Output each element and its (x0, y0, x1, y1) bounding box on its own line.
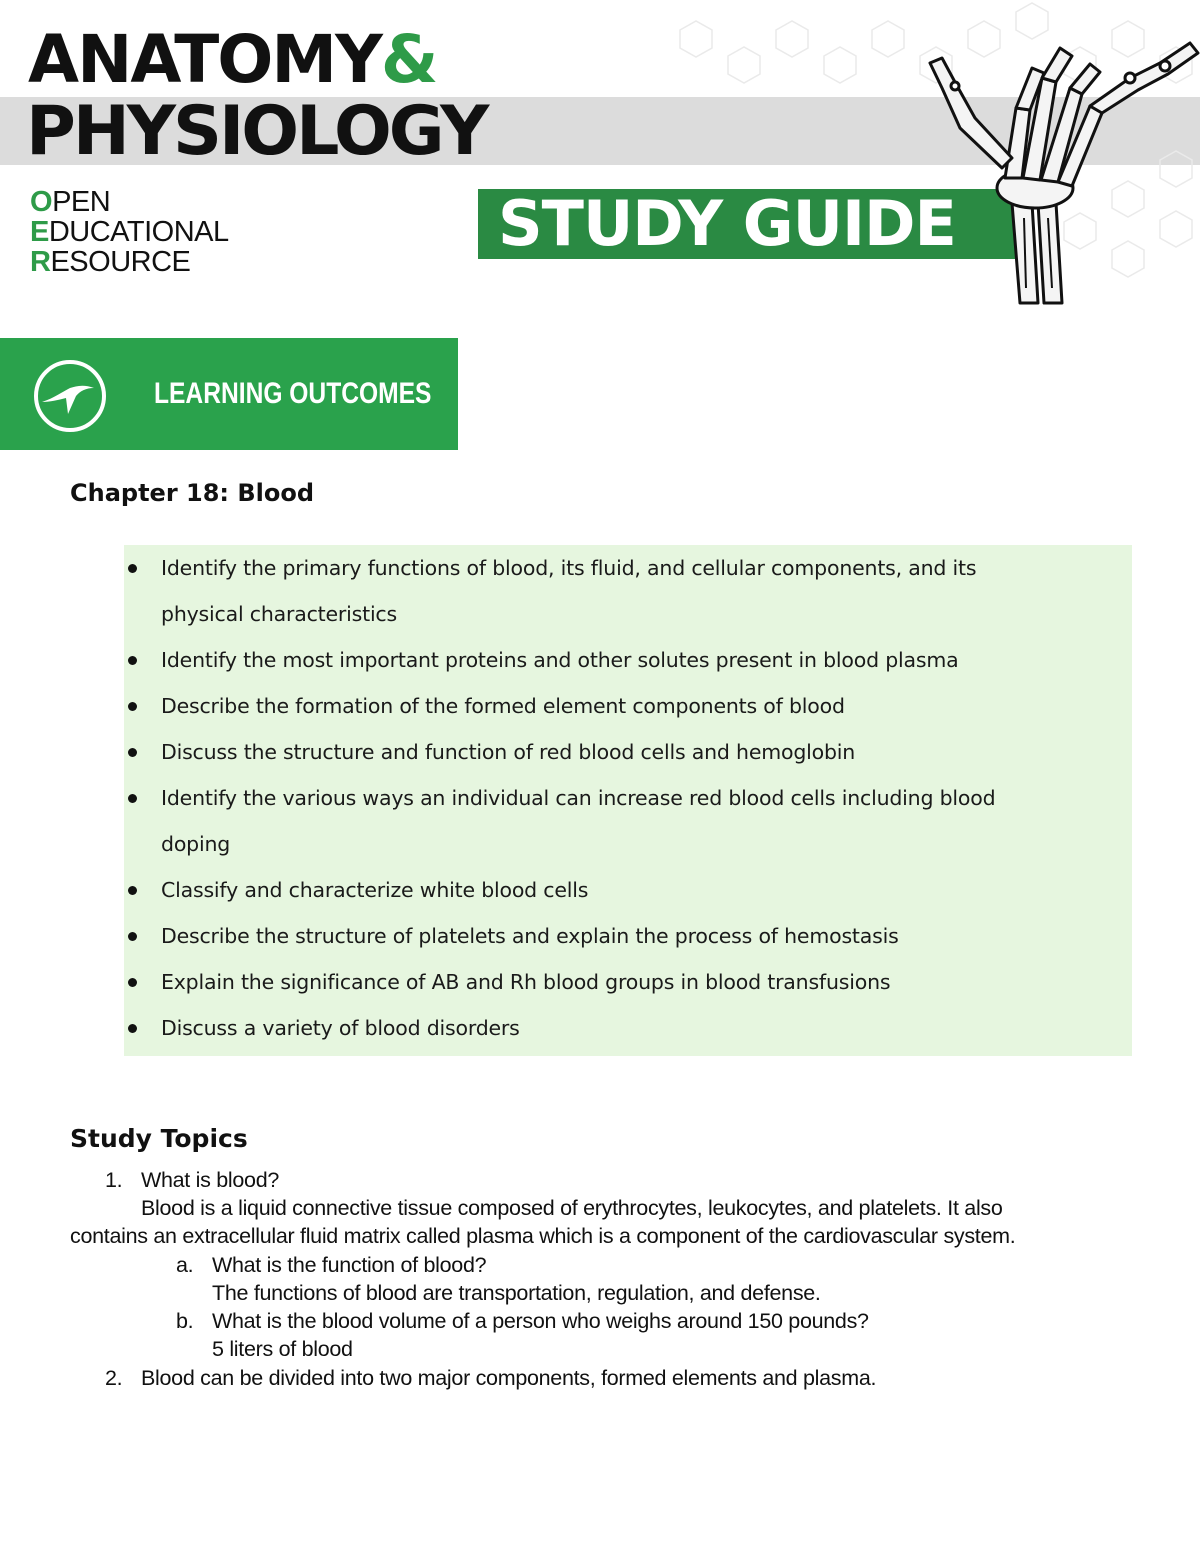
list-item: Describe the structure of platelets and explain the process of hemostasis (124, 913, 1084, 959)
skeleton-hand-icon (920, 18, 1200, 308)
list-item: Identify the most important proteins and other solutes present in blood plasma (124, 637, 1084, 683)
list-item: Discuss the structure and function of red blood cells and hemoglobin (124, 729, 1084, 775)
oer-line-open: OPEN (30, 186, 111, 218)
list-item-continuation: physical characteristics (161, 602, 397, 626)
oer-line-resource: RESOURCE (30, 246, 191, 278)
bullet-icon (128, 564, 137, 573)
subtopic-b-question: What is the blood volume of a person who weighs around 150 pounds? (212, 1309, 869, 1333)
learning-outcomes-title: LEARNING OUTCOMES (154, 377, 432, 410)
topic-1-question: What is blood? (141, 1168, 280, 1192)
outcomes-list (124, 545, 1084, 1051)
subtopic-b-letter: b. (176, 1309, 194, 1333)
list-item: Identify the various ways an individual can increase red blood cells including blood (124, 775, 1084, 821)
bullet-icon (128, 886, 137, 895)
bullet-icon (128, 932, 137, 941)
study-guide-label: STUDY GUIDE (498, 187, 956, 260)
study-topics-title: Study Topics (70, 1124, 248, 1153)
bullet-icon (128, 1024, 137, 1033)
topic-1-answer-line2: contains an extracellular fluid matrix called plasma which is a component of the cardiovascular system. (70, 1224, 1016, 1248)
bullet-icon (128, 978, 137, 987)
bullet-icon (128, 748, 137, 757)
title-physiology: PHYSIOLOGY (26, 92, 487, 171)
subtopic-a-letter: a. (176, 1253, 194, 1277)
title-ampersand: & (380, 21, 437, 98)
oer-line-educational: EDUCATIONAL (30, 216, 229, 248)
bullet-icon (128, 656, 137, 665)
subtopic-b-answer: 5 liters of blood (212, 1337, 353, 1361)
topic-2-text: Blood can be divided into two major components, formed elements and plasma. (141, 1366, 877, 1390)
list-item: Explain the significance of AB and Rh blood groups in blood transfusions (124, 959, 1084, 1005)
topic-1-number: 1. (105, 1168, 123, 1192)
topic-1-answer-line1: Blood is a liquid connective tissue composed of erythrocytes, leukocytes, and platelets. It also (141, 1196, 1003, 1220)
frigatebird-circle-icon (32, 358, 108, 434)
subtopic-a-answer: The functions of blood are transportation, regulation, and defense. (212, 1281, 821, 1305)
list-item: Describe the formation of the formed element components of blood (124, 683, 1084, 729)
title-anatomy: ANATOMY& (28, 21, 437, 98)
chapter-title: Chapter 18: Blood (70, 479, 315, 507)
bullet-icon (128, 794, 137, 803)
list-item: Discuss a variety of blood disorders (124, 1005, 1084, 1051)
list-item-continuation: doping (161, 832, 231, 856)
bullet-icon (128, 702, 137, 711)
list-item: Classify and characterize white blood cells (124, 867, 1084, 913)
subtopic-a-question: What is the function of blood? (212, 1253, 487, 1277)
list-item: Identify the primary functions of blood, its fluid, and cellular components, and its (124, 545, 1084, 591)
topic-2-number: 2. (105, 1366, 123, 1390)
